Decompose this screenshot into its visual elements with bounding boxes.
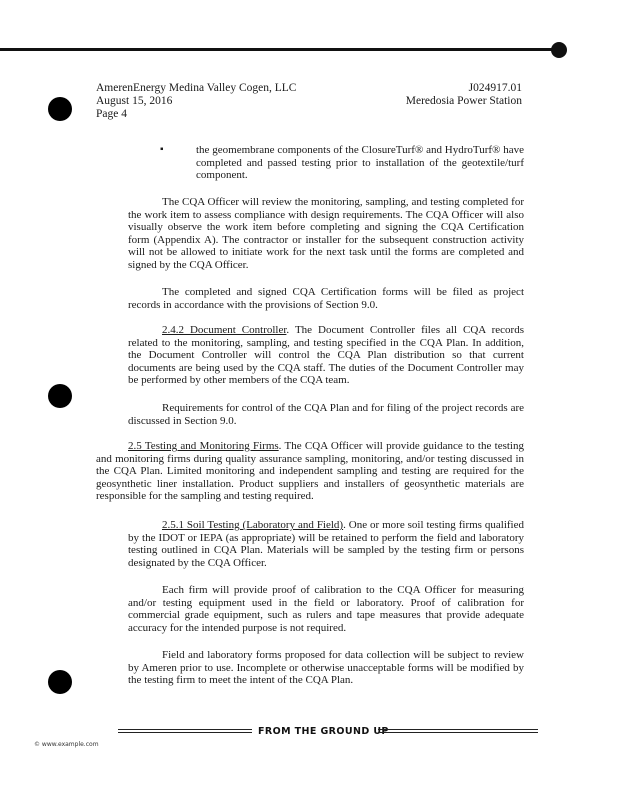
- footer-corner-text: © www.example.com: [34, 741, 99, 748]
- footer-rule-left: [118, 729, 252, 733]
- heading-soil-testing: 2.5.1 Soil Testing (Laboratory and Field): [162, 519, 344, 531]
- section-2-4-2: [128, 324, 524, 387]
- testing-firms-text: . The CQA Officer will provide guidance to the testing and monitoring firms during quality assurance sampling, monitoring, and/or testing discussed in the CQA Plan. Limited monitoring and independent sampling and testing are required for the geosynthetic liner installation. Product suppliers and installers of geosynthetic materials are responsible for the sampling and testing required.: [96, 440, 524, 503]
- section-2-5: [96, 440, 524, 503]
- page-number: Page 4: [96, 108, 127, 120]
- heading-testing-firms: 2.5 Testing and Monitoring Firms: [128, 440, 279, 452]
- binder-hole-bottom: [48, 670, 72, 694]
- paragraph-review: The CQA Officer will review the monitoring, sampling, and testing completed for the work item to assess compliance with design requirements. The CQA Officer will also visually observe the work item before completing and signing the CQA Certification form (Appendix A). The contractor or installer for the subsequent construction activity will not be allowed to initiate work for the next task until the forms are completed and signed by the CQA Officer.: [128, 196, 524, 271]
- document-controller-text: . The Document Controller files all CQA records related to the monitoring, sampling, and testing specified in the CQA Plan. In addition, the Document Controller will control the CQA Plan distribution so that current documents are being used by the CQA staff. The duties of the Document Controller may be performed by other members of the CQA team.: [128, 324, 524, 387]
- paragraph-plan-control: Requirements for control of the CQA Plan and for filing of the project records are discussed in Section 9.0.: [128, 402, 524, 427]
- paragraph-field-forms: Field and laboratory forms proposed for data collection will be subject to review by Ameren prior to use. Incomplete or otherwise unacceptable forms will be modified by the testing firm to meet the intent of the CQA Plan.: [128, 649, 524, 687]
- station-name: Meredosia Power Station: [405, 95, 522, 107]
- header-rule: [0, 48, 560, 51]
- header-right: [406, 82, 522, 108]
- paragraph-calibration: Each firm will provide proof of calibration to the CQA Officer for measuring and/or testing equipment used in the field or laboratory. Proof of calibration for commercial grade equipment, such as rulers and tape measures that provide adequate accuracy for the intended purpose is not required.: [128, 584, 524, 634]
- section-2-5-1: [128, 519, 524, 569]
- binder-hole-middle: [48, 384, 72, 408]
- binder-hole-top: [48, 97, 72, 121]
- footer-tagline: FROM THE GROUND UP: [258, 726, 389, 737]
- logo-mark-icon: [551, 42, 567, 58]
- company-name: AmerenEnergy Medina Valley Cogen, LLC: [96, 82, 297, 94]
- bullet-marker: ▪: [160, 144, 164, 155]
- footer-banner: [118, 727, 538, 739]
- document-date: August 15, 2016: [96, 95, 173, 107]
- soil-testing-text: . One or more soil testing firms qualified by the IDOT or IEPA (as appropriate) will be retained to perform the field and laboratory testing outlined in CQA Plan. Materials will be sampled by the testing firm or persons designated by the CQA Officer.: [128, 519, 524, 569]
- bullet-text: the geomembrane components of the ClosureTurf® and HydroTurf® have completed and passed testing prior to installation of the geotextile/turf component.: [196, 144, 524, 182]
- paragraph-forms-filed: The completed and signed CQA Certification forms will be filed as project records in accordance with the provisions of Section 9.0.: [128, 286, 524, 311]
- heading-document-controller: 2.4.2 Document Controller: [162, 324, 287, 336]
- project-number: J024917.01: [468, 82, 522, 94]
- header-left: [96, 82, 296, 121]
- footer-rule-right: [378, 729, 538, 733]
